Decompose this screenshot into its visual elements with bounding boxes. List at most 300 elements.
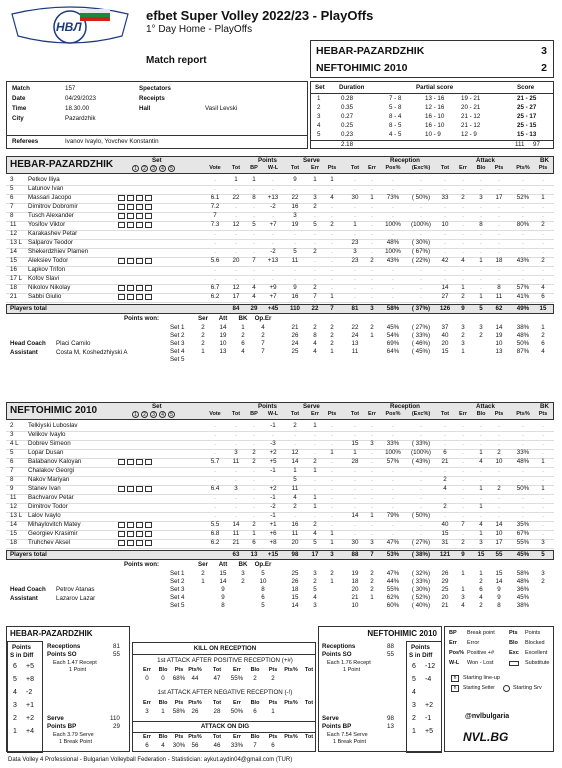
stat-dot: . xyxy=(444,431,446,438)
logo-text: НВЛ xyxy=(56,20,82,34)
stat-cell: 2 xyxy=(293,503,297,510)
set-stat-cell: 87% xyxy=(516,348,530,355)
stat-dot: . xyxy=(462,512,464,519)
col-points: Points xyxy=(258,157,277,164)
stat-cell: 1 xyxy=(313,494,317,501)
set-stat-cell: 26 xyxy=(291,332,299,339)
set-stat-cell: ( 30%) xyxy=(411,586,431,593)
player-name: Lalov Ivaylo xyxy=(28,512,61,519)
stat-dot: . xyxy=(214,512,216,519)
legend-val: Error xyxy=(467,640,480,646)
pw-cell: 2 xyxy=(241,578,245,585)
s-in-diff-header: S in Diff xyxy=(10,652,34,659)
totals-cell: 5 xyxy=(541,551,545,558)
stat-cell: 16 xyxy=(291,521,299,528)
stat-cell: 1 xyxy=(330,539,334,546)
home-team-name: HEBAR-PAZARDZHIK xyxy=(316,45,425,57)
col-sub-header: Pts xyxy=(538,411,548,417)
stat-dot: . xyxy=(462,494,464,501)
stat-cell: 33% xyxy=(386,440,400,447)
stat-dot: . xyxy=(235,494,237,501)
stat-cell: 80% xyxy=(516,221,530,228)
match-info xyxy=(6,81,308,149)
stat-dot: . xyxy=(420,494,422,501)
stat-cell: 3 xyxy=(479,539,483,546)
set-stat-cell: 3 xyxy=(313,602,317,609)
col-sub-header: Err xyxy=(368,165,376,171)
totals-cell: ( 37%) xyxy=(411,305,431,312)
set-stat-cell: 36% xyxy=(516,586,530,593)
stat-dot: . xyxy=(542,266,544,273)
rot-diff: +8 xyxy=(26,676,34,683)
stat-dot: . xyxy=(522,239,524,246)
stat-dot: . xyxy=(294,512,296,519)
pw-cell: 2 xyxy=(201,332,205,339)
set-cell: 2 xyxy=(317,104,321,111)
stat-cell: 57% xyxy=(386,458,400,465)
stat-dot: . xyxy=(462,248,464,255)
stat-dot: . xyxy=(542,521,544,528)
set-stat-cell: 2 xyxy=(313,324,317,331)
set-stat-cell: 4 xyxy=(541,348,545,355)
set-stat-cell: 21 xyxy=(291,324,299,331)
stat-dot: . xyxy=(542,503,544,510)
sets-table xyxy=(310,81,554,149)
player-name: Truhchev Aksel xyxy=(28,539,71,546)
stat-dot: . xyxy=(253,440,255,447)
stat-cell: -1 xyxy=(270,494,276,501)
set-stat-cell: 45% xyxy=(386,324,400,331)
stat-dot: . xyxy=(420,176,422,183)
set-box xyxy=(145,213,152,219)
stat-dot: . xyxy=(371,230,373,237)
set-cell: 15 - 13 xyxy=(517,131,537,138)
set-box xyxy=(127,522,134,528)
stat-dot: . xyxy=(331,284,333,291)
home-sets-won: 3 xyxy=(541,45,547,57)
col-sub-header: (Exc%) xyxy=(411,411,431,417)
stat-cell: 2 xyxy=(541,221,545,228)
stat-dot: . xyxy=(354,431,356,438)
stat-cell: 30 xyxy=(351,539,359,546)
stat-cell: 8 xyxy=(497,284,501,291)
set-cell: 8 - 5 xyxy=(389,122,402,129)
set-box xyxy=(127,294,134,300)
stat-cell: 11 xyxy=(495,293,503,300)
stat-dot: . xyxy=(314,512,316,519)
kill-cell: 0 xyxy=(145,675,149,682)
set-box xyxy=(136,195,143,201)
stat-dot: . xyxy=(354,230,356,237)
set-stat-cell: 25 xyxy=(291,570,299,577)
league-logo xyxy=(10,6,130,48)
stat-cell: 1 xyxy=(313,503,317,510)
col-sub-header: Pts xyxy=(494,411,504,417)
set-stat-cell: 48% xyxy=(516,332,530,339)
totals-label: Players total xyxy=(10,551,47,558)
stat-dot: . xyxy=(444,467,446,474)
totals-cell: 62 xyxy=(495,305,503,312)
stat-dot: . xyxy=(462,275,464,282)
legend-setter: Starting Setter xyxy=(463,685,495,691)
set-stat-cell: 2 xyxy=(370,324,374,331)
stat-cell: 14 xyxy=(232,521,240,528)
stat-dot: . xyxy=(542,239,544,246)
kill-head: Pts xyxy=(268,734,278,740)
col-attack: Attack xyxy=(476,403,495,410)
stat-dot: . xyxy=(214,266,216,273)
set-box xyxy=(118,258,125,264)
stat-dot: . xyxy=(444,203,446,210)
set-stat-cell: 2 xyxy=(330,570,334,577)
stat-dot: . xyxy=(462,212,464,219)
stat-dot: . xyxy=(498,503,500,510)
stat-cell: 17 xyxy=(495,194,503,201)
player-name: Lapkov Trifon xyxy=(28,266,66,273)
set-stat-cell: 1 xyxy=(479,570,483,577)
stat-dot: . xyxy=(314,440,316,447)
col-sub-header: Tot xyxy=(290,165,300,171)
pw-cell: 2 xyxy=(241,332,245,339)
stat-dot: . xyxy=(371,503,373,510)
page-subtitle: 1° Day Home - PlayOffs xyxy=(146,24,253,35)
rot-pos: 2 xyxy=(13,715,17,722)
stat-dot: . xyxy=(498,431,500,438)
right-points-bp-label: Points BP xyxy=(322,723,352,730)
stat-dot: . xyxy=(214,476,216,483)
stat-cell: 2 xyxy=(541,257,545,264)
stat-cell: 1 xyxy=(353,221,357,228)
totals-label: Players total xyxy=(10,305,47,312)
totals-cell: 45% xyxy=(516,551,530,558)
set-cell: 16 - 10 xyxy=(425,122,445,129)
stat-cell: 7.2 xyxy=(210,203,220,210)
stat-dot: . xyxy=(253,476,255,483)
stat-dot: . xyxy=(420,266,422,273)
stat-cell: 5 xyxy=(313,539,317,546)
stat-dot: . xyxy=(272,476,274,483)
stat-dot: . xyxy=(331,422,333,429)
stat-dot: . xyxy=(462,203,464,210)
stat-dot: . xyxy=(331,467,333,474)
set-stat-cell: 20 xyxy=(441,340,449,347)
set-cell: 12 - 16 xyxy=(425,104,445,111)
set-box xyxy=(118,522,125,528)
stat-cell: 1 xyxy=(313,176,317,183)
stat-dot: . xyxy=(498,422,500,429)
legend-srv: Starting Srv xyxy=(513,685,542,691)
row-rule xyxy=(6,239,554,240)
player-name: Latunov Ivan xyxy=(28,185,64,192)
stat-dot: . xyxy=(444,440,446,447)
set-box xyxy=(118,285,125,291)
player-number: 3 xyxy=(10,431,14,438)
match-city: Pazardzhik xyxy=(65,115,96,122)
stat-dot: . xyxy=(371,293,373,300)
col-sub-header: BP xyxy=(250,411,258,417)
pw-cell: 14 xyxy=(219,324,227,331)
stat-dot: . xyxy=(294,239,296,246)
stat-dot: . xyxy=(392,467,394,474)
col-sub-header: Vote xyxy=(209,165,221,171)
kill-cell: 2 xyxy=(253,675,257,682)
totals-cell: +15 xyxy=(267,551,279,558)
col-sub-header: Pts xyxy=(327,411,337,417)
stat-dot: . xyxy=(420,521,422,528)
stat-dot: . xyxy=(444,230,446,237)
set-stat-cell: 18 xyxy=(351,578,359,585)
set-box xyxy=(136,522,143,528)
set-box xyxy=(145,285,152,291)
kill-head: Tot xyxy=(212,667,222,673)
stat-cell: 12 xyxy=(291,449,299,456)
player-number: 8 xyxy=(10,212,14,219)
stat-dot: . xyxy=(462,476,464,483)
set-stat-cell: 4 xyxy=(313,594,317,601)
stat-dot: . xyxy=(542,212,544,219)
pw-cell: 3 xyxy=(241,570,245,577)
set-stat-cell: ( 27%) xyxy=(411,324,431,331)
kill-cell: 28 xyxy=(213,708,221,715)
set-stat-cell: 6 xyxy=(541,340,545,347)
stat-cell: 3 xyxy=(313,194,317,201)
stat-cell: ( 43%) xyxy=(411,458,431,465)
col-sub-header: Err xyxy=(459,411,467,417)
stat-dot: . xyxy=(420,476,422,483)
kill-cell: 1 xyxy=(161,708,165,715)
stat-dot: . xyxy=(462,221,464,228)
stat-dot: . xyxy=(214,185,216,192)
kill-cell: 6 xyxy=(253,708,257,715)
set-box xyxy=(118,531,125,537)
player-name: Dimitrov Todor xyxy=(28,503,68,510)
stat-cell: 14 xyxy=(441,284,449,291)
set-stat-cell: 2 xyxy=(330,324,334,331)
legend-key: Err xyxy=(449,640,457,646)
row-rule xyxy=(6,266,554,267)
stat-dot: . xyxy=(371,422,373,429)
totals-cell: 88 xyxy=(351,551,359,558)
set-stat-cell: 38% xyxy=(516,602,530,609)
stat-cell: 11 xyxy=(291,530,299,537)
stat-cell: 15 xyxy=(441,530,449,537)
set-cell: 7 - 8 xyxy=(389,95,402,102)
set-stat-cell: 9 xyxy=(497,586,501,593)
stat-dot: . xyxy=(420,503,422,510)
label-spectators: Spectators xyxy=(139,85,171,92)
player-number: 16 xyxy=(10,266,17,273)
stat-cell: 14 xyxy=(291,458,299,465)
totals-cell: 15 xyxy=(539,305,547,312)
kill-cell: 1 xyxy=(271,708,275,715)
set-box xyxy=(145,459,152,465)
stat-dot: . xyxy=(522,503,524,510)
stat-dot: . xyxy=(542,248,544,255)
set-box xyxy=(127,258,134,264)
stat-cell: 16 xyxy=(291,293,299,300)
stat-cell: 2 xyxy=(370,257,374,264)
kill-cell: 33% xyxy=(230,742,244,749)
pw-head: Ser xyxy=(198,561,208,568)
stat-dot: . xyxy=(498,467,500,474)
stat-cell: 4 xyxy=(443,485,447,492)
stat-dot: . xyxy=(214,467,216,474)
stat-dot: . xyxy=(462,230,464,237)
set-box xyxy=(127,540,134,546)
totals-cell: 55 xyxy=(495,551,503,558)
stat-dot: . xyxy=(480,431,482,438)
player-number: 11 xyxy=(10,494,17,501)
rot-diff: -1 xyxy=(425,715,432,722)
match-hall: Vasil Levski xyxy=(205,105,238,112)
stat-dot: . xyxy=(235,467,237,474)
stat-dot: . xyxy=(371,467,373,474)
set-label: Set 4 xyxy=(170,594,185,601)
stat-cell: +13 xyxy=(267,194,279,201)
stat-dot: . xyxy=(498,176,500,183)
set-cell: 1 xyxy=(317,95,321,102)
stat-dot: . xyxy=(354,185,356,192)
brand-logo: NVL.BG xyxy=(463,730,509,744)
kill-cell: 68% xyxy=(172,675,186,682)
player-name: Shekerdzhiev Plamen xyxy=(28,248,89,255)
player-name: Tusch Alexander xyxy=(28,212,74,219)
stat-dot: . xyxy=(522,512,524,519)
stat-cell: 4 xyxy=(330,194,334,201)
set-stat-cell: 4 xyxy=(461,602,465,609)
stat-dot: . xyxy=(542,512,544,519)
stat-dot: . xyxy=(331,230,333,237)
set-box xyxy=(127,285,134,291)
player-number: 21 xyxy=(10,293,17,300)
stat-cell: 2 xyxy=(313,458,317,465)
set-stat-cell: 54% xyxy=(386,332,400,339)
pw-cell: 2 xyxy=(201,340,205,347)
stat-dot: . xyxy=(235,275,237,282)
rot-diff: +2 xyxy=(425,702,433,709)
set-box xyxy=(145,531,152,537)
stat-cell: 2 xyxy=(252,458,256,465)
kill-title: KILL ON RECEPTION xyxy=(193,645,257,652)
totals-cell: 9 xyxy=(461,305,465,312)
set-box xyxy=(118,294,125,300)
right-points-so-value: 55 xyxy=(387,651,394,658)
stat-dot: . xyxy=(272,239,274,246)
totals-cell: 110 xyxy=(290,305,300,312)
player-name: Bachvarov Petar xyxy=(28,494,74,501)
legend-key: Exc xyxy=(509,650,519,656)
set-stat-cell: 9 xyxy=(497,594,501,601)
stat-cell: 55% xyxy=(516,539,530,546)
set-stat-cell: 14 xyxy=(495,578,503,585)
rot-pos: 3 xyxy=(13,702,17,709)
stat-cell: 28 xyxy=(351,458,359,465)
set-stat-cell: 10 xyxy=(495,340,503,347)
player-number: 11 xyxy=(10,221,17,228)
row-rule xyxy=(6,212,554,213)
stat-cell: 17 xyxy=(232,293,240,300)
kill-head: Blo xyxy=(250,734,260,740)
set-stat-cell: 1 xyxy=(330,348,334,355)
stat-dot: . xyxy=(392,293,394,300)
setter-marker: n xyxy=(451,685,459,692)
set-stat-cell: 2 xyxy=(479,602,483,609)
stat-dot: . xyxy=(444,494,446,501)
left-serve-value: 110 xyxy=(110,715,120,722)
totals-cell: 3 xyxy=(370,305,374,312)
stat-dot: . xyxy=(354,266,356,273)
bottom-left-team: HEBAR-PAZARDZHIK xyxy=(10,629,93,638)
rot-pos: 6 xyxy=(13,663,17,670)
stat-dot: . xyxy=(272,431,274,438)
right-receptions-value: 88 xyxy=(387,643,394,650)
points-won-label: Points won: xyxy=(124,315,160,322)
stat-dot: . xyxy=(235,185,237,192)
stat-dot: . xyxy=(354,275,356,282)
kill-cell: 50% xyxy=(230,708,244,715)
rot-diff: +5 xyxy=(425,728,433,735)
stat-dot: . xyxy=(522,203,524,210)
rot-pos: 1 xyxy=(412,728,416,735)
stat-dot: . xyxy=(444,248,446,255)
player-name: Sabbi Giulio xyxy=(28,293,62,300)
kill-cell: 26 xyxy=(191,708,199,715)
col-sub-header: Err xyxy=(311,411,319,417)
stat-dot: . xyxy=(371,431,373,438)
col-sub-header: Pts xyxy=(494,165,504,171)
set-cell: 0.35 xyxy=(341,104,354,111)
stat-dot: . xyxy=(354,485,356,492)
set-label: Set 2 xyxy=(170,332,185,339)
set-label: Set 1 xyxy=(170,324,185,331)
kill-head: Tot xyxy=(212,734,222,740)
left-points-bp-label: Points BP xyxy=(47,723,77,730)
stat-dot: . xyxy=(272,176,274,183)
stat-dot: . xyxy=(498,266,500,273)
stat-dot: . xyxy=(444,239,446,246)
pw-cell: 8 xyxy=(261,586,265,593)
stat-dot: . xyxy=(420,185,422,192)
stat-cell: 67% xyxy=(516,530,530,537)
stat-cell: 21 xyxy=(232,539,240,546)
stat-dot: . xyxy=(253,485,255,492)
legend-val: Positive +# xyxy=(467,650,495,656)
totals-cell: 15 xyxy=(477,551,485,558)
points-header: Points xyxy=(12,644,31,651)
stat-dot: . xyxy=(542,440,544,447)
stat-cell: 43% xyxy=(516,257,530,264)
set-cell: 0.27 xyxy=(341,113,354,120)
stat-dot: . xyxy=(392,230,394,237)
stat-dot: . xyxy=(462,431,464,438)
stat-cell: 7 xyxy=(313,293,317,300)
set-stat-cell: ( 33%) xyxy=(411,332,431,339)
rot-pos: 6 xyxy=(412,663,416,670)
set-stat-cell: 15 xyxy=(441,348,449,355)
set-stat-cell: 45% xyxy=(516,594,530,601)
stat-dot: . xyxy=(462,176,464,183)
set-stat-cell: 15 xyxy=(291,594,299,601)
stat-dot: . xyxy=(420,467,422,474)
score-box xyxy=(310,40,554,78)
stat-cell: 41% xyxy=(516,293,530,300)
set-stat-cell: 50% xyxy=(516,340,530,347)
left-points-bp-value: 29 xyxy=(113,723,120,730)
pw-cell: 7 xyxy=(261,340,265,347)
stat-cell: 1 xyxy=(479,530,483,537)
kill-head: Pts% xyxy=(284,667,298,673)
stat-dot: . xyxy=(314,230,316,237)
